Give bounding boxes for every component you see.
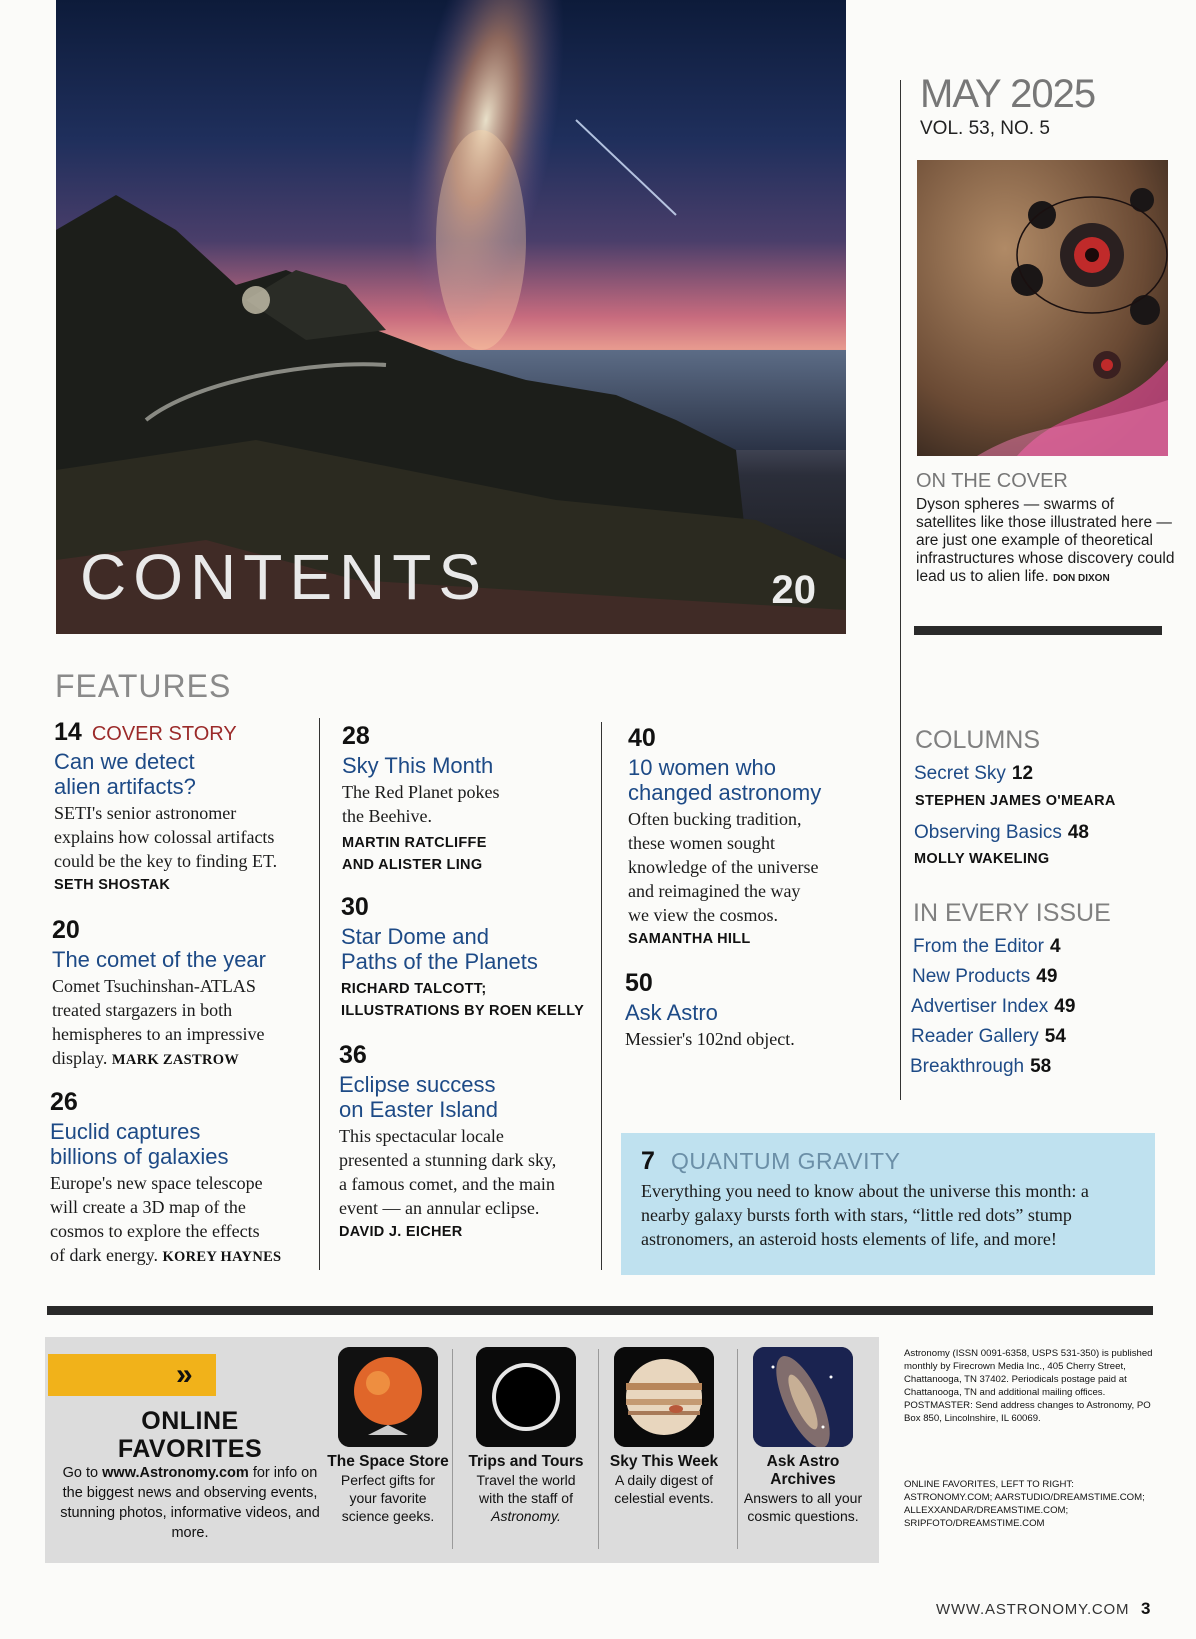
article-author-line: AND ALISTER LING xyxy=(342,857,483,873)
favorite-space-store[interactable] xyxy=(326,1347,450,1525)
article-title-line: Can we detect xyxy=(54,749,195,774)
feature-article[interactable] xyxy=(628,724,878,947)
quantum-gravity-text: Everything you need to know about the universe this month: a nearby galaxy bursts forth with stars, “little red dots” stump astronomers, an asteroid hosts elements of life, and more! xyxy=(641,1181,1089,1249)
column-item-secret-sky[interactable] xyxy=(914,763,1033,785)
section-rule xyxy=(47,1306,1153,1315)
article-description xyxy=(50,1171,315,1269)
issue-item-page: 49 xyxy=(1036,966,1058,987)
favorites-divider xyxy=(452,1349,453,1549)
quantum-gravity-page: 7 xyxy=(641,1147,655,1175)
issue-date: MAY 2025 xyxy=(920,72,1096,116)
article-desc-line: This spectacular locale xyxy=(339,1126,504,1146)
issue-item-page: 54 xyxy=(1044,1026,1066,1047)
favorite-description xyxy=(464,1471,588,1525)
article-desc-line: cosmos to explore the effects xyxy=(50,1221,260,1241)
issue-item-reader-gallery[interactable] xyxy=(911,1026,1066,1048)
article-author: KOREY HAYNES xyxy=(162,1249,282,1265)
article-author: MARK ZASTROW xyxy=(111,1052,240,1068)
right-column-divider xyxy=(900,80,901,1100)
astronomy-link[interactable]: www.Astronomy.com xyxy=(102,1465,249,1481)
issue-item-page: 4 xyxy=(1049,936,1061,957)
favorite-name: Sky This Week xyxy=(609,1453,719,1470)
eclipse-icon xyxy=(476,1347,576,1447)
article-desc-line: could be the key to finding ET. xyxy=(54,851,278,871)
article-title-line: alien artifacts? xyxy=(54,774,196,799)
milky-way-icon xyxy=(753,1347,853,1447)
features-heading: FEATURES xyxy=(55,668,232,704)
article-page: 30 xyxy=(341,893,369,921)
article-desc-line: the Beehive. xyxy=(342,806,432,826)
favorite-ask-astro-archives[interactable] xyxy=(741,1347,865,1525)
article-desc-line: treated stargazers in both xyxy=(52,1000,233,1020)
article-desc-line: these women sought xyxy=(628,833,775,853)
feature-article[interactable] xyxy=(54,718,314,893)
article-page: 50 xyxy=(625,969,653,997)
article-title: Ask Astro xyxy=(625,1000,718,1025)
column-title: Secret Sky xyxy=(914,763,1006,784)
publication-info: Astronomy (ISSN 0091-6358, USPS 531-350) is published monthly by Firecrown Media Inc., 405 Cherry Street, Chattanooga, TN 37402. Periodicals postage paid at Chattanooga, TN and additional mailing offices. POSTMASTER: Send address changes to Astronomy, PO Box 850, Lincolnshire, IL 60069. xyxy=(904,1348,1153,1424)
article-page: 20 xyxy=(52,916,80,944)
favorites-divider xyxy=(737,1349,738,1549)
favorite-name: Ask Astro Archives xyxy=(766,1453,840,1488)
article-desc-line: will create a 3D map of the xyxy=(50,1197,246,1217)
article-author: DAVID J. EICHER xyxy=(339,1224,463,1240)
article-desc-line: a famous comet, and the main xyxy=(339,1174,555,1194)
article-desc-line: The Red Planet pokes xyxy=(342,782,500,802)
article-page: 14 xyxy=(54,718,82,746)
favorite-desc-italic: Astronomy. xyxy=(491,1508,561,1524)
planet-globe-icon xyxy=(338,1347,438,1447)
every-issue-heading: IN EVERY ISSUE xyxy=(913,899,1111,927)
feature-article[interactable] xyxy=(50,1088,315,1269)
article-description xyxy=(342,780,597,828)
favorites-desc-prefix: Go to xyxy=(62,1465,103,1481)
dyson-sphere-icon xyxy=(917,160,1168,456)
article-title-line: billions of galaxies xyxy=(50,1144,229,1169)
article-desc-line: SETI's senior astronomer xyxy=(54,803,237,823)
cover-thumbnail[interactable] xyxy=(917,160,1168,456)
column-author: STEPHEN JAMES O'MEARA xyxy=(915,793,1116,809)
article-title-line: Paths of the Planets xyxy=(341,949,538,974)
feature-article[interactable] xyxy=(342,722,597,876)
issue-volume: VOL. 53, NO. 5 xyxy=(920,118,1050,139)
article-title xyxy=(50,1119,315,1169)
issue-item-advertiser-index[interactable] xyxy=(911,996,1075,1018)
favorites-arrow-banner xyxy=(48,1354,216,1396)
quantum-gravity-title: QUANTUM GRAVITY xyxy=(671,1148,901,1174)
issue-item-title: Reader Gallery xyxy=(911,1026,1039,1047)
favorite-description: A daily digest of celestial events. xyxy=(614,1472,714,1506)
jupiter-icon xyxy=(614,1347,714,1447)
milky-way-landscape-art xyxy=(56,0,846,634)
page-number: 3 xyxy=(1141,1599,1151,1618)
article-page: 26 xyxy=(50,1088,78,1116)
cover-rule xyxy=(914,626,1162,635)
article-description xyxy=(54,801,314,873)
article-title xyxy=(339,1072,599,1122)
issue-item-from-the-editor[interactable] xyxy=(913,936,1061,958)
article-title-line: Eclipse success xyxy=(339,1072,496,1097)
article-desc-line: hemispheres to an impressive xyxy=(52,1024,265,1044)
column-page: 12 xyxy=(1011,763,1034,784)
quantum-gravity-box[interactable] xyxy=(621,1133,1155,1275)
article-description xyxy=(628,807,878,927)
article-desc-line: Comet Tsuchinshan-ATLAS xyxy=(52,976,256,996)
cover-description-text: Dyson spheres — swarms of satellites like those illustrated here — are just one example of theoretical infrastructures whose discovery could lead us to alien life. xyxy=(916,496,1175,585)
double-chevron-icon: » xyxy=(176,1358,193,1391)
article-title-line: 10 women who xyxy=(628,755,776,780)
issue-item-new-products[interactable] xyxy=(912,966,1057,988)
article-author-line: RICHARD TALCOTT; xyxy=(341,981,487,997)
on-the-cover-heading: ON THE COVER xyxy=(916,470,1068,492)
article-title xyxy=(341,924,596,974)
article-description: Messier's 102nd object. xyxy=(625,1029,795,1049)
article-page: 40 xyxy=(628,724,656,752)
article-author: SETH SHOSTAK xyxy=(54,877,171,893)
issue-item-title: Breakthrough xyxy=(910,1056,1025,1077)
favorite-trips-tours[interactable] xyxy=(464,1347,588,1525)
issue-item-title: Advertiser Index xyxy=(911,996,1049,1017)
cover-description xyxy=(916,496,1176,588)
article-title xyxy=(628,755,878,805)
article-desc-line: Often bucking tradition, xyxy=(628,809,802,829)
column-title: Observing Basics xyxy=(914,822,1062,843)
feature-article[interactable] xyxy=(52,916,317,1072)
favorites-desc-suffix: for info on the biggest news and observing events, stunning photos, informative videos, and more. xyxy=(60,1465,320,1541)
article-title xyxy=(54,749,314,799)
online-favorites-panel xyxy=(45,1337,879,1563)
article-title: The comet of the year xyxy=(52,947,266,972)
online-favorites-description xyxy=(55,1463,325,1543)
hero-page-number[interactable]: 20 xyxy=(771,568,816,612)
feature-column-divider xyxy=(319,718,320,1270)
article-author-line: ILLUSTRATIONS BY ROEN KELLY xyxy=(341,1003,585,1019)
article-description xyxy=(52,974,317,1072)
article-author xyxy=(341,978,596,1022)
article-desc-line: explains how colossal artifacts xyxy=(54,827,275,847)
feature-article[interactable] xyxy=(341,893,596,1022)
issue-item-breakthrough[interactable] xyxy=(910,1056,1051,1078)
article-desc-line: and reimagined the way xyxy=(628,881,801,901)
photo-credits: ONLINE FAVORITES, LEFT TO RIGHT: ASTRONOMY.COM; AARSTUDIO/DREAMSTIME.COM; ALLEXXANDAR/DREAMSTIME.COM; SRIPFOTO/DREAMSTIME.COM xyxy=(904,1479,1145,1529)
article-desc-line: Europe's new space telescope xyxy=(50,1173,263,1193)
article-page: 28 xyxy=(342,722,370,750)
article-desc-line: presented a stunning dark sky, xyxy=(339,1150,557,1170)
favorites-title-line: ONLINE xyxy=(141,1407,239,1435)
feature-article[interactable] xyxy=(339,1041,599,1240)
article-author: SAMANTHA HILL xyxy=(628,931,751,947)
article-author xyxy=(342,832,597,876)
issue-item-title: From the Editor xyxy=(913,936,1044,957)
contents-heading: CONTENTS xyxy=(80,541,488,613)
cover-story-tag: COVER STORY xyxy=(91,723,237,745)
article-desc-line: knowledge of the universe xyxy=(628,857,819,877)
article-author-line: MARTIN RATCLIFFE xyxy=(342,835,487,851)
article-title-line: changed astronomy xyxy=(628,780,822,805)
issue-item-title: New Products xyxy=(912,966,1031,987)
article-title-line: Euclid captures xyxy=(50,1119,201,1144)
article-desc-line: display. xyxy=(52,1048,108,1068)
favorite-name: Trips and Tours xyxy=(468,1453,584,1470)
issue-item-page: 58 xyxy=(1030,1056,1052,1077)
favorites-divider xyxy=(598,1349,599,1549)
article-description xyxy=(339,1124,599,1220)
favorite-description: Answers to all your cosmic questions. xyxy=(743,1490,863,1524)
favorite-description: Perfect gifts for your favorite science geeks. xyxy=(340,1472,436,1524)
favorite-name: The Space Store xyxy=(327,1453,449,1470)
columns-heading: COLUMNS xyxy=(915,726,1041,754)
favorite-sky-this-week[interactable] xyxy=(602,1347,726,1507)
feature-column-divider xyxy=(601,722,602,1270)
issue-item-page: 49 xyxy=(1054,996,1076,1017)
favorites-title-line: FAVORITES xyxy=(117,1435,263,1463)
column-item-observing-basics[interactable] xyxy=(914,822,1089,844)
article-title: Sky This Month xyxy=(342,753,494,778)
article-title-line: Star Dome and xyxy=(341,924,489,949)
article-title-line: on Easter Island xyxy=(339,1097,498,1122)
article-desc-line: event — an annular eclipse. xyxy=(339,1198,540,1218)
column-author: MOLLY WAKELING xyxy=(914,851,1050,867)
article-page: 36 xyxy=(339,1041,367,1069)
favorite-desc-text: Travel the world with the staff of xyxy=(476,1472,576,1506)
online-favorites-title xyxy=(55,1407,325,1463)
article-desc-line: we view the cosmos. xyxy=(628,905,778,925)
hero-image xyxy=(56,0,846,634)
cover-credit: DON DIXON xyxy=(1053,573,1110,584)
article-desc-line: of dark energy. xyxy=(50,1245,158,1265)
column-page: 48 xyxy=(1067,822,1089,843)
feature-article[interactable] xyxy=(625,969,875,1051)
footer-url[interactable]: WWW.ASTRONOMY.COM xyxy=(936,1601,1130,1618)
